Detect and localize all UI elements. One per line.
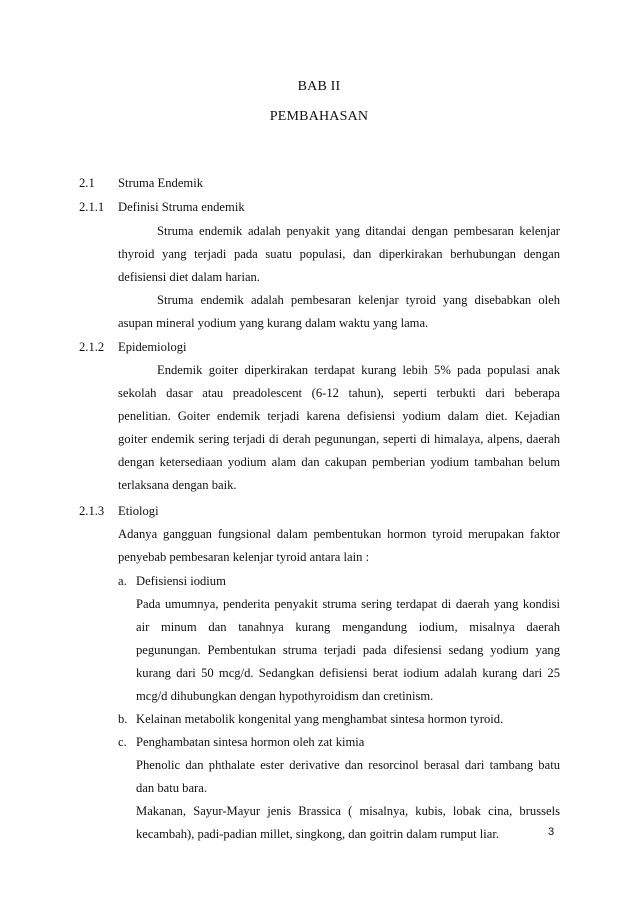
chapter-title: PEMBAHASAN [269,109,369,124]
paragraph-line: defisiensi diet dalam harian. [118,270,260,284]
list-marker: a. [118,574,127,588]
paragraph-line: penelitian. Goiter endemik terjadi karena defisiensi yodium dalam diet. Kejadian [118,409,560,423]
paragraph-line: dengan ketersediaan yodium alam dan cakupan pemberian yodium tambahan belum [118,455,560,469]
paragraph-line: kecambah), padi-padian millet, singkong, dan goitrin dalam rumput liar. [136,827,500,841]
section-number: 2.1 [79,176,95,190]
chapter-label: BAB II [297,79,341,94]
subsection-title: Epidemiologi [118,340,187,354]
subsection-title: Etiologi [118,504,159,518]
paragraph-line: Phenolic dan phthalate ester derivative dan resorcinol berasal dari tambang batu [136,758,560,772]
paragraph-line: air minum dan tanahnya kurang mengandung iodium, misalnya daerah [136,620,560,634]
paragraph-line: sekolah dasar atau preadolescent (6-12 tahun), seperti terbukti dari beberapa [118,386,560,400]
subsection-number: 2.1.2 [79,340,105,354]
paragraph-line: Struma endemik adalah penyakit yang ditandai dengan pembesaran kelenjar [157,224,560,238]
paragraph-line: thyroid yang terjadi pada suatu populasi, dan diperkirakan berhubungan dengan [118,247,560,261]
paragraph-line: Struma endemik adalah pembesaran kelenjar tyroid yang disebabkan oleh [157,293,560,307]
paragraph-line: penyebab pembesaran kelenjar tyroid antara lain : [118,550,370,564]
list-marker: c. [118,735,127,749]
paragraph-line: Endemik goiter diperkirakan terdapat kurang lebih 5% pada populasi anak [157,363,560,377]
paragraph-line: goiter endemik sering terjadi di derah pegunungan, seperti di himalaya, alpens, daerah [118,432,560,446]
paragraph-line: terlaksana dengan baik. [118,478,237,492]
paragraph-line: Pada umumnya, penderita penyakit struma sering terdapat di daerah yang kondisi [136,597,560,611]
paragraph-line: mcg/d dihubungkan dengan hypothyroidism dan cretinism. [136,689,434,703]
paragraph-line: asupan mineral yodium yang kurang dalam waktu yang lama. [118,316,429,330]
section-title: Struma Endemik [118,176,203,190]
list-marker: b. [118,712,128,726]
subsection-title: Definisi Struma endemik [118,200,245,214]
paragraph-line: pegunungan. Pembentukan struma terjadi pada difesiensi sedang yodium yang [136,643,560,657]
paragraph-line: Makanan, Sayur-Mayur jenis Brassica ( misalnya, kubis, lobak cina, brussels [136,804,560,818]
subsection-number: 2.1.1 [79,200,105,214]
paragraph-line: dan batu bara. [136,781,207,795]
subsection-number: 2.1.3 [79,504,105,518]
list-item-title: Kelainan metabolik kongenital yang menghambat sintesa hormon tyroid. [136,712,504,726]
page-number: 3 [548,826,555,838]
list-item-title: Penghambatan sintesa hormon oleh zat kimia [136,735,365,749]
paragraph-line: Adanya gangguan fungsional dalam pembentukan hormon tyroid merupakan faktor [118,527,560,541]
paragraph-line: kurang dari 50 mcg/d. Sedangkan defisiensi berat iodium adalah kurang dari 25 [136,666,560,680]
list-item-title: Defisiensi iodium [136,574,226,588]
